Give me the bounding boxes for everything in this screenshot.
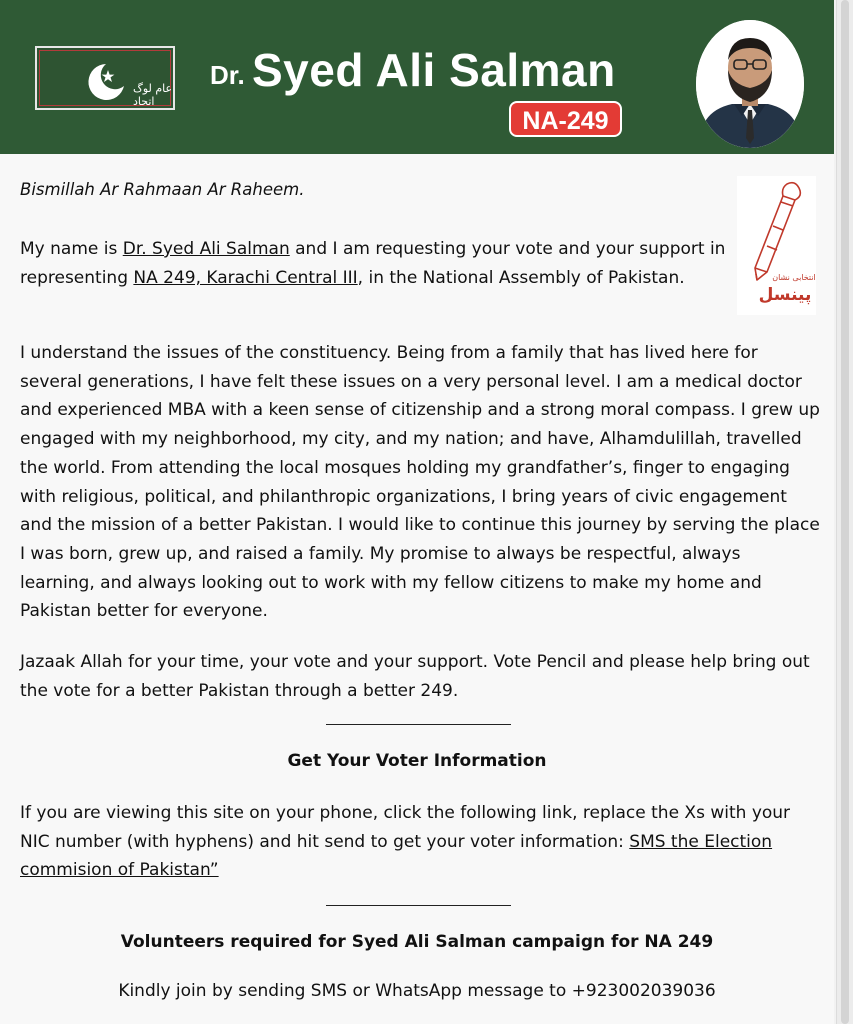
crescent-star-icon bbox=[84, 60, 128, 104]
candidate-portrait bbox=[696, 20, 804, 148]
party-flag-logo bbox=[35, 46, 175, 110]
pencil-election-symbol bbox=[737, 176, 816, 315]
voter-info-heading: Get Your Voter Information bbox=[287, 751, 547, 771]
candidate-name-title: Syed Ali Salman bbox=[252, 44, 616, 96]
vertical-scrollbar[interactable] bbox=[836, 0, 853, 1024]
volunteers-heading: Volunteers required for Syed Ali Salman campaign for NA 249 bbox=[120, 932, 714, 952]
voter-info-paragraph: If you are viewing this site on your phone, click the following link, replace the Xs with your NIC number (with hyphens) and hit send to get your voter information: SMS the Election commision of Pakistan” bbox=[20, 803, 791, 881]
title-prefix: Dr. bbox=[210, 60, 245, 90]
divider bbox=[326, 724, 511, 725]
sms-election-commission-link[interactable]: SMS the Election commision of Pakistan” bbox=[20, 831, 773, 881]
constituency-badge: NA-249 bbox=[509, 101, 622, 137]
constituency-link[interactable]: NA 249, Karachi Central III bbox=[133, 268, 358, 288]
bismillah-text: Bismillah Ar Rahmaan Ar Raheem. bbox=[20, 180, 305, 199]
candidate-name-link[interactable]: Dr. Syed Ali Salman bbox=[122, 239, 290, 259]
divider bbox=[326, 905, 511, 906]
intro-paragraph: My name is Dr. Syed Ali Salman and I am requesting your vote and your support in representing NA 249, Karachi Central III, in the National Assembly of Pakistan. bbox=[20, 239, 726, 288]
pencil-urdu-label: پینسل bbox=[758, 285, 812, 305]
header-banner bbox=[0, 0, 834, 154]
scrollbar-thumb[interactable] bbox=[841, 0, 849, 1024]
pencil-urdu-label-top: انتخابی نشان bbox=[772, 273, 816, 282]
flag-urdu-text: عام لوگ اتحاد bbox=[133, 82, 173, 108]
pencil-icon bbox=[737, 176, 816, 315]
portrait-image bbox=[696, 20, 804, 148]
join-instructions: Kindly join by sending SMS or WhatsApp message to +923002039036 bbox=[118, 981, 716, 1001]
about-paragraph: I understand the issues of the constituency. Being from a family that has lived here for several generations, I have felt these issues on a very personal level. I am a medical doctor and experienced MBA with a keen sense of citizenship and a strong moral compass. I grew up engaged with my neighborhood, my city, and my nation; and have, Alhamdulillah, travelled the world. From attending the local mosques holding my grandfather’s, finger to engaging with religious, political, and philanthropic organizations, I bring years of civic engagement and the mission of a better Pakistan. I would like to continue this journey by serving the place I was born, grew up, and raised a family. My promise to always be respectful, always learning, and always looking out to work with my fellow citizens to make my home and Pakistan better for everyone. bbox=[20, 343, 820, 622]
thanks-paragraph: Jazaak Allah for your time, your vote and your support. Vote Pencil and please help bring out the vote for a better Pakistan through a better 249. bbox=[20, 652, 810, 701]
